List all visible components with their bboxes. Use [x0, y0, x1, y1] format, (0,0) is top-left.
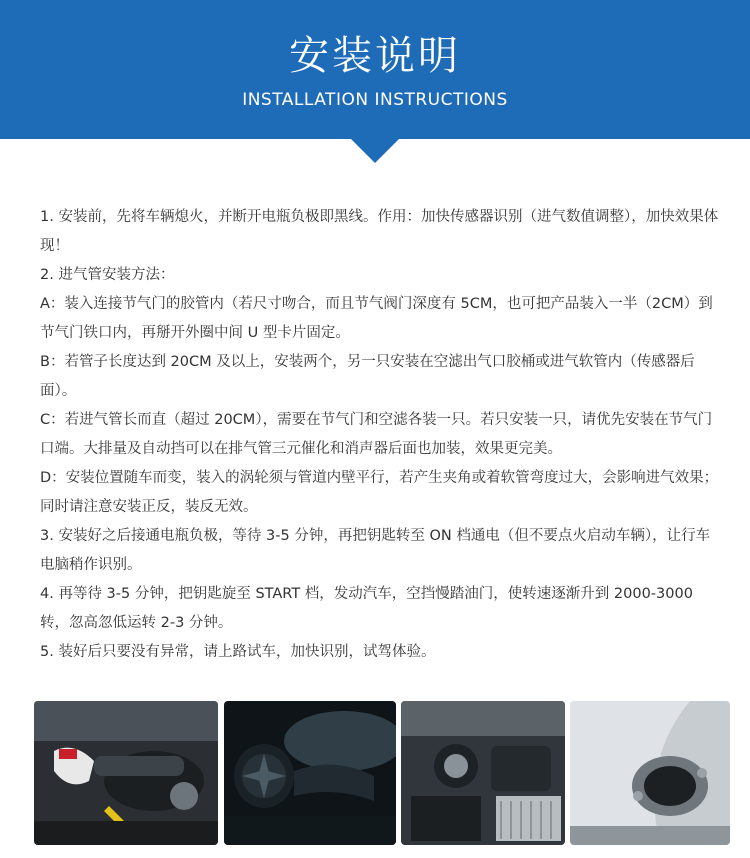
step-2-b: B：若管子长度达到 20CM 及以上，安装两个，另一只安装在空滤出气口胶桶或进气软管内（传感器后面）。	[40, 354, 695, 399]
engine-bay-photo-1	[34, 701, 218, 845]
page-title: 安装说明	[289, 33, 461, 79]
instructions-body	[40, 203, 722, 667]
step-2-d: D：安装位置随车而变，装入的涡轮须与管道内壁平行，若产生夹角或着软管弯度过大，会影响进气效果；同时请注意安装正反，装反无效。	[40, 470, 719, 515]
banner-pointer	[351, 139, 399, 163]
step-3: 3. 安装好之后接通电瓶负极，等待 3-5 分钟，再把钥匙转至 ON 档通电（但不要点火启动车辆），让行车电脑稍作识别。	[40, 528, 711, 573]
engine-bay-photo-2	[401, 701, 565, 845]
page-subtitle: INSTALLATION INSTRUCTIONS	[242, 90, 508, 110]
step-1: 1. 安装前，先将车辆熄火，并断开电瓶负极即黑线。作用：加快传感器识别（进气数值调整），加快效果体现！	[40, 209, 719, 254]
step-5: 5. 装好后只要没有异常，请上路试车，加快识别，试驾体验。	[40, 644, 436, 660]
turbo-fan-photo	[224, 701, 396, 845]
pipe-closeup-photo	[570, 701, 730, 845]
step-2-a: A：装入连接节气门的胶管内（若尺寸吻合，而且节气阀门深度有 5CM，也可把产品装入一半（2CM）到节气门铁口内，再掰开外圈中间 U 型卡片固定。	[40, 296, 713, 341]
step-2-heading: 2. 进气管安装方法：	[40, 267, 175, 283]
header-banner	[0, 0, 750, 139]
step-2-c: C：若进气管长而直（超过 20CM），需要在节气门和空滤各装一只。若只安装一只，请优先安装在节气门口端。大排量及自动挡可以在排气管三元催化和消声器后面也加装，效果更完美。	[40, 412, 713, 457]
step-4: 4. 再等待 3-5 分钟，把钥匙旋至 START 档，发动汽车，空挡慢踏油门，使转速逐渐升到 2000-3000 转，忽高忽低运转 2-3 分钟。	[40, 586, 693, 631]
installation-photos	[34, 701, 730, 845]
